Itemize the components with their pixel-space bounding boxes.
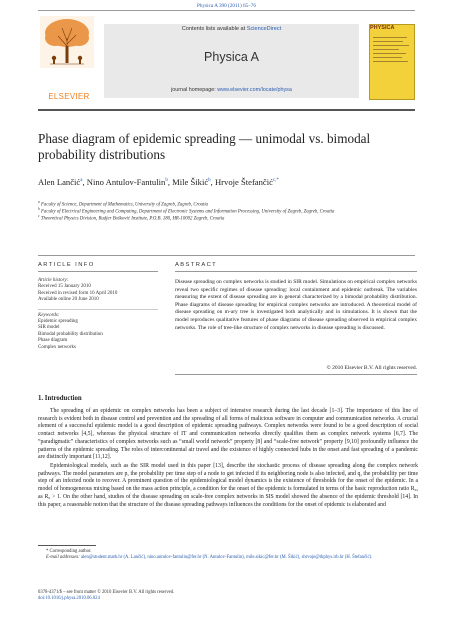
keyword: Epidemic spreading bbox=[38, 319, 78, 325]
cover-title: PHYSICA bbox=[370, 25, 395, 31]
cover-line bbox=[373, 45, 409, 46]
cover-line bbox=[373, 37, 407, 38]
author-affiliation-mark[interactable]: b bbox=[208, 178, 211, 184]
keyword: Bimodal probability distribution bbox=[38, 331, 103, 337]
intro-paragraph: Epidemiological models, such as the SIR model used in this paper [13], describe the stochastic process of disease spreading along the complex network pathways. The model parameters are p, the probability per time step of a node to get infected if its neighboring node is also infected, and q, the probability per time step of an infected node to recover. A prominent question of the epidemiological model dynamics is the existence of thresholds for the onset of the epidemic. In a model of homogeneous mixing based on the mass action principle, a condition for the onset of the epidemic is formulated in terms of the basic reproduction ratio R₀, as R₀ > 1. On the other hand, studies of the disease spreading on scale-free complex networks in SIS model showed the absence of the epidemic threshold [14]. In this paper, a reasonable notion that the structure of the disease spreading pathways influences the conditions for the onset of epidemic is elaborated and bbox=[38, 463, 418, 508]
article-title: Phase diagram of epidemic spreading — unimodal vs. bimodal probability distributions bbox=[38, 131, 371, 162]
author-name: Mile Šikić bbox=[172, 177, 209, 187]
corresponding-author-text: Corresponding author. bbox=[49, 549, 92, 554]
journal-citation: Physica A 390 (2011) 65–76 bbox=[197, 3, 256, 9]
abstract-text: Disease spreading on complex networks is studied in SIR model. Simulations on empirical complex networks reveal two specific regimes of disease spreading: local containment and epidemic outbreak. The variables measuring the extent of disease spreading are in general characterized by a bimodal probability distribution. Phase diagrams of disease spreading for empirical complex networks are introduced. A theoretical model of disease spreading on m-ary tree is investigated both analytically and in simulations. It is shown that the model reproduces qualitative features of phase diagrams of disease spreading observed in empirical complex networks. The role of tree-like structure of complex networks in disease spreading is discussed. bbox=[175, 279, 417, 331]
abstract-copyright: © 2010 Elsevier B.V. All rights reserved. bbox=[326, 365, 417, 371]
elsevier-logo-text: ELSEVIER bbox=[48, 92, 90, 101]
affiliation bbox=[38, 214, 418, 222]
cover-line bbox=[373, 61, 408, 62]
affiliation-mark: c bbox=[38, 214, 40, 218]
cover-line bbox=[373, 49, 399, 50]
intro-paragraph: The spreading of an epidemic on complex networks has been a subject of intensive research during the last decade [1–3]. The importance of this line of research is evident both in disease control and prevention and the spreading of all forms of malicious software in computer and communication networks. A crucial element of a successful epidemic model is a good description of epidemic spreading pathways. Complex networks were found to be a good description of social contact networks [4,5], whereas the physical structure of IT and communication networks directly qualifies them as complex network systems [6,7]. The “paradigmatic” characteristics of complex networks such as “small world network” property [8] and “scale-free network” property [9,10] profoundly influence the patterns of the epidemic spreading. The roles of intercontinental air travel and the existence of highly connected hubs in the onset and fast spreading of a pandemic are distinctly important [11,12]. bbox=[38, 408, 418, 461]
article-info bbox=[38, 278, 158, 351]
footnotes bbox=[38, 549, 418, 562]
sciencedirect-link[interactable]: ScienceDirect bbox=[246, 26, 282, 32]
cover-line bbox=[373, 41, 403, 42]
divider bbox=[38, 271, 158, 272]
affiliation-mark: a bbox=[38, 200, 40, 204]
author-list: Alen Lančić$^a$, Nino Antulov-Fantulin$^b$, Mile Šikić$^b$, Hrvoje Štefančić$^{c,*}$ bbox=[38, 177, 279, 187]
affiliation-text: Theoretical Physics Division, Rudjer Bošković Institute, P.O.B. 180, HR-10002 Zagreb, Croatia bbox=[40, 216, 225, 222]
homepage-prefix: journal homepage: bbox=[171, 87, 218, 93]
keyword: Complex networks bbox=[38, 344, 76, 350]
author-affiliation-mark[interactable]: c,* bbox=[272, 178, 279, 184]
affiliation-mark: b bbox=[38, 207, 40, 211]
homepage-link[interactable]: www.elsevier.com/locate/physa bbox=[217, 87, 292, 93]
journal-homepage-line bbox=[104, 87, 359, 93]
email-label: E-mail addresses: bbox=[46, 555, 80, 561]
contents-available-line bbox=[104, 26, 359, 32]
author-name: Nino Antulov-Fantulin bbox=[86, 177, 166, 187]
section-heading-introduction: 1. Introduction bbox=[38, 395, 82, 402]
history-label: Article history: bbox=[38, 278, 69, 283]
contents-prefix: Contents lists available at bbox=[181, 26, 247, 32]
history-item: Available online 20 June 2010 bbox=[38, 297, 99, 303]
asterisk-mark: * bbox=[46, 549, 50, 554]
abstract-heading: ABSTRACT bbox=[175, 262, 218, 268]
author-affiliation-mark[interactable]: a bbox=[80, 178, 83, 184]
cover-line bbox=[373, 57, 402, 58]
keyword: Phase diagram bbox=[38, 338, 68, 344]
divider bbox=[175, 374, 417, 375]
divider bbox=[175, 271, 417, 272]
cover-line bbox=[373, 53, 406, 54]
email-note bbox=[38, 555, 418, 561]
journal-cover-thumbnail bbox=[369, 24, 415, 100]
article-info-heading: ARTICLE INFO bbox=[38, 262, 95, 268]
affiliation-text: Faculty of Science, Department of Mathematics, University of Zagreb, Zagreb, Croatia bbox=[41, 202, 209, 208]
issn-line: 0378-4371/$ – see front matter © 2010 Elsevier B.V. All rights reserved. bbox=[38, 590, 175, 595]
doi-link[interactable]: doi:10.1016/j.physa.2010.06.024 bbox=[38, 596, 100, 602]
keyword: SIR model bbox=[38, 325, 60, 331]
journal-title: Physica A bbox=[204, 50, 259, 64]
history-item: Received 15 January 2010 bbox=[38, 284, 91, 290]
author-name: Alen Lančić bbox=[38, 177, 81, 187]
copyright-block bbox=[38, 590, 418, 603]
divider bbox=[38, 255, 415, 256]
elsevier-tree-logo-icon bbox=[40, 16, 94, 68]
author-affiliation-mark[interactable]: b bbox=[165, 178, 168, 184]
author-name: Hrvoje Štefančić bbox=[214, 177, 273, 187]
keywords-label: Keywords: bbox=[38, 312, 60, 318]
affiliation-text: Faculty of Electrical Engineering and Computing, Department of Electronic Systems and Information Processing, University of Zagreb, Zagreb, Croatia bbox=[41, 209, 335, 215]
history-item: Received in revised form 16 April 2010 bbox=[38, 290, 118, 296]
footnote-rule bbox=[38, 545, 96, 546]
email-addresses[interactable]: alen@student.math.hr (A. Lančić), nino.antulov-fantulin@fer.hr (N. Antulov-Fantulin), mile.sikic@fer.hr (M. Šikić), shrvoje@thphys.irb.hr (H. Štefančić). bbox=[80, 555, 373, 561]
